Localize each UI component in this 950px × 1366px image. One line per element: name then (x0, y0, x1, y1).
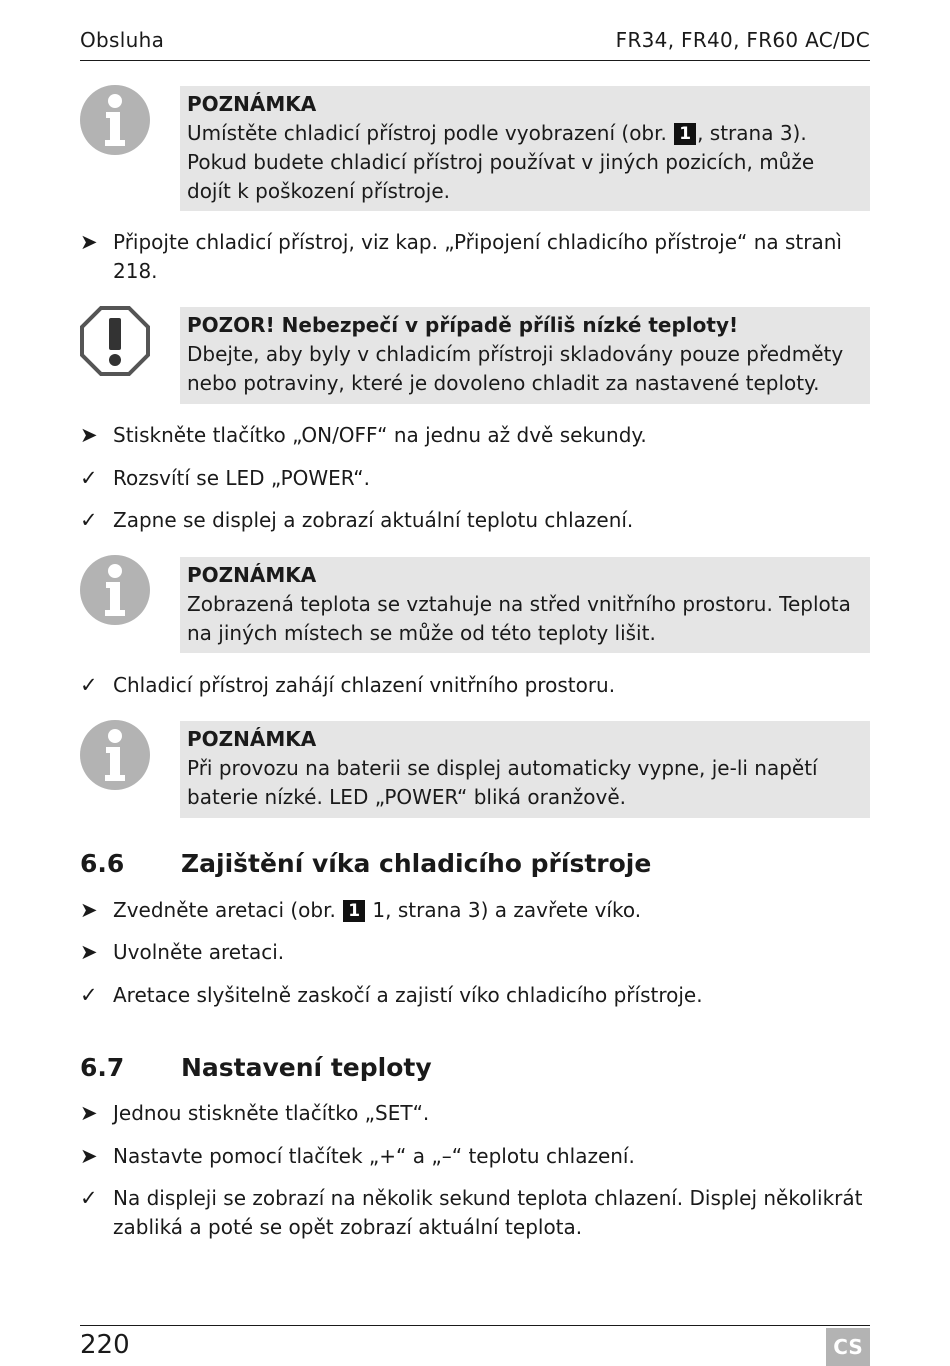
checkmark-icon: ✓ (80, 1186, 98, 1210)
note-box (180, 86, 870, 211)
step-arrow-icon: ➤ (80, 230, 98, 254)
section-label: Obsluha (80, 28, 165, 52)
note-box (180, 557, 870, 653)
step-text: Nastavte pomocí tlačítek „+“ a „–“ teplotu chlazení. (113, 1144, 635, 1168)
note-box (180, 721, 870, 818)
page-number: 220 (80, 1330, 130, 1360)
caution-box (180, 307, 870, 404)
section-number: 6.7 (80, 1053, 125, 1082)
step-arrow-icon: ➤ (80, 940, 98, 964)
step-text: Připojte chladicí přístroj, viz kap. „Připojení chladicího přístroje“ na stranì 218. (113, 230, 842, 283)
note-text: Při provozu na baterii se displej automaticky vypne, je-li napětí baterie nízké. LED „POWER“ bliká oranžově. (187, 756, 818, 809)
info-icon (79, 554, 151, 626)
result-text: Zapne se displej a zobrazí aktuální teplotu chlazení. (113, 508, 634, 532)
section-title: Nastavení teploty (181, 1053, 432, 1082)
step-release-latch (80, 938, 870, 967)
section-number: 6.6 (80, 849, 125, 878)
result-power (80, 464, 870, 493)
checkmark-icon: ✓ (80, 466, 98, 490)
figure-ref-badge: 1 (674, 123, 696, 145)
note-text: Zobrazená teplota se vztahuje na střed vnitřního prostoru. Teplota na jiných místech se může od této teploty lišit. (187, 592, 851, 645)
caution-text: Dbejte, aby byly v chladicím přístroji skladovány pouze předměty nebo potraviny, které je dovoleno chladit za nastavené teploty. (187, 342, 844, 395)
warning-octagon-icon (79, 305, 151, 377)
note-text-end: , strana 3). Pokud budete chladicí přístroj používat v jiných pozicích, může dojít k poškození přístroje. (187, 121, 815, 203)
caution-title: POZOR! Nebezpečí v případě příliš nízké teploty! (187, 313, 739, 337)
step-lift-latch (80, 896, 870, 925)
result-cooling (80, 671, 870, 700)
language-badge: CS (826, 1328, 870, 1366)
checkmark-icon: ✓ (80, 673, 98, 697)
section-title: Zajištění víka chladicího přístroje (181, 849, 652, 878)
info-icon (79, 719, 151, 791)
step-onoff (80, 421, 870, 450)
step-text: Uvolněte aretaci. (113, 940, 285, 964)
step-arrow-icon: ➤ (80, 1144, 98, 1168)
result-text: Chladicí přístroj zahájí chlazení vnitřního prostoru. (113, 673, 616, 697)
note-title: POZNÁMKA (187, 563, 317, 587)
step-text-end: 1, strana 3) a zavřete víko. (366, 898, 642, 922)
result-text: Na displeji se zobrazí na několik sekund teplota chlazení. Displej několikrát zabliká a poté se opět zobrazí aktuální teplota. (113, 1186, 863, 1239)
step-set-temperature (80, 1142, 870, 1171)
page-footer (80, 1325, 870, 1366)
result-text: Aretace slyšitelně zaskočí a zajistí víko chladicího přístroje. (113, 983, 703, 1007)
page-header (80, 28, 870, 61)
note-title: POZNÁMKA (187, 727, 317, 751)
result-latch (80, 981, 870, 1010)
result-text: Rozsvítí se LED „POWER“. (113, 466, 370, 490)
note-title: POZNÁMKA (187, 92, 317, 116)
result-display-temperature (80, 1184, 870, 1242)
step-arrow-icon: ➤ (80, 898, 98, 922)
result-display (80, 506, 870, 535)
checkmark-icon: ✓ (80, 983, 98, 1007)
figure-ref-badge: 1 (343, 900, 365, 922)
step-arrow-icon: ➤ (80, 1101, 98, 1125)
step-press-set (80, 1099, 870, 1128)
step-text: Jednou stiskněte tlačítko „SET“. (113, 1101, 430, 1125)
note-text-start: Umístěte chladicí přístroj podle vyobrazení (obr. (187, 121, 674, 145)
step-arrow-icon: ➤ (80, 423, 98, 447)
step-text: Stiskněte tlačítko „ON/OFF“ na jednu až dvě sekundy. (113, 423, 647, 447)
step-connect (80, 228, 870, 286)
checkmark-icon: ✓ (80, 508, 98, 532)
model-label: FR34, FR40, FR60 AC/DC (615, 28, 870, 52)
info-icon (79, 84, 151, 156)
step-text (113, 896, 870, 925)
step-text-start: Zvedněte aretaci (obr. (113, 898, 343, 922)
note-text (187, 119, 862, 206)
